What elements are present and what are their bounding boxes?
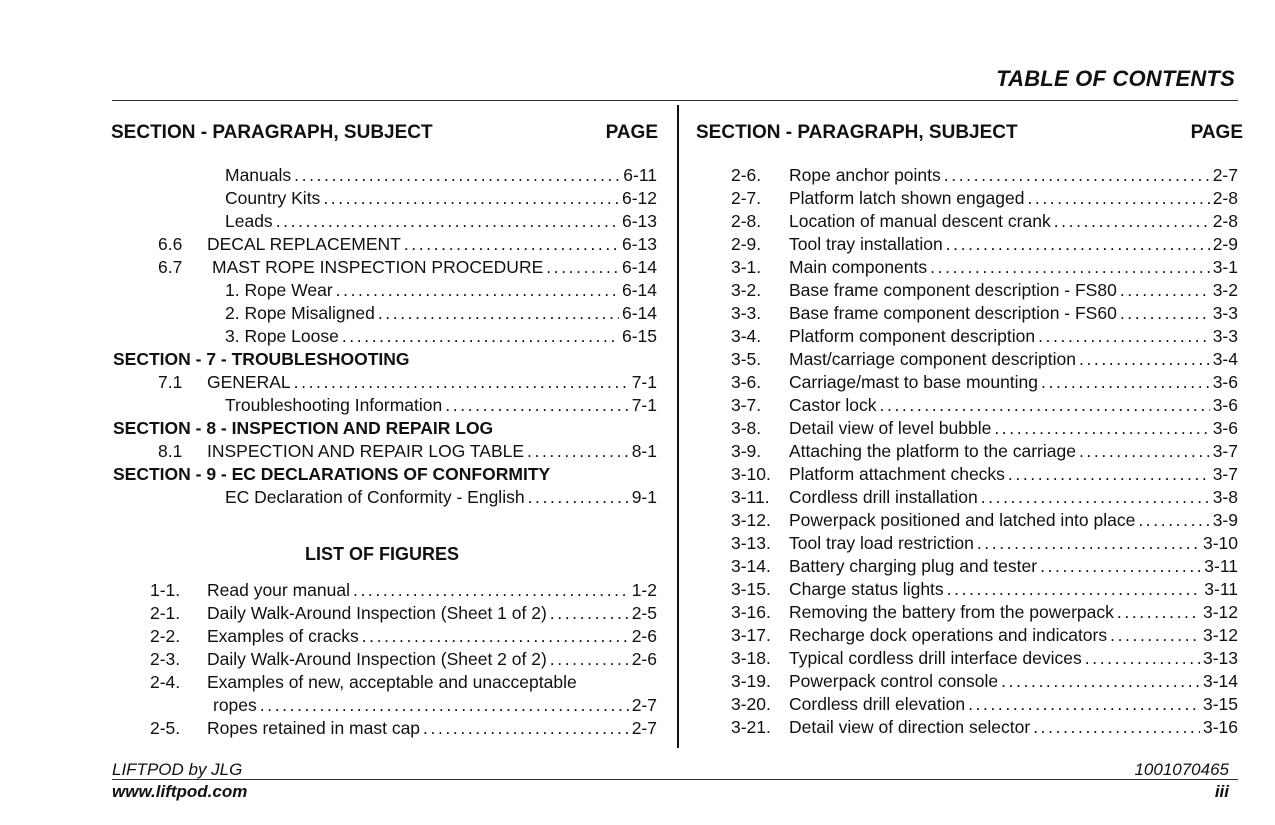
- toc-entry-line: [789, 233, 1238, 256]
- figure-row: [677, 440, 1275, 463]
- toc-entry-line: [225, 394, 657, 417]
- figure-row: [677, 716, 1275, 739]
- toc-entry-line: [207, 602, 657, 625]
- entry-page: 6-13: [621, 234, 657, 254]
- dot-leader: [528, 486, 629, 509]
- toc-entry-line: [225, 486, 657, 509]
- dot-leader: [1120, 279, 1210, 302]
- figure-row: [677, 279, 1275, 302]
- toc-entry-line: [225, 210, 657, 233]
- entry-title: INSPECTION AND REPAIR LOG TABLE: [207, 441, 525, 461]
- entry-page: 2-5: [631, 603, 657, 623]
- figure-number: 2-5.: [150, 718, 181, 738]
- entry-page: 3-7: [1212, 441, 1238, 461]
- entry-page: 7-1: [631, 395, 657, 415]
- dot-leader: [423, 717, 629, 740]
- figure-row: [677, 371, 1275, 394]
- dot-leader: [944, 164, 1210, 187]
- figure-number: 3-21.: [731, 717, 771, 737]
- figure-number: 3-19.: [731, 671, 771, 691]
- entry-page: 3-2: [1212, 280, 1238, 300]
- entry-title: Read your manual: [207, 580, 350, 600]
- section-heading: SECTION - 9 - EC DECLARATIONS OF CONFORMITY: [113, 464, 551, 484]
- figure-number: 3-9.: [731, 441, 762, 461]
- footer-rule: [112, 779, 1238, 780]
- entry-page: 2-8: [1212, 211, 1238, 231]
- figure-row: [677, 670, 1275, 693]
- dot-leader: [260, 694, 629, 717]
- toc-entry-line: [207, 440, 657, 463]
- dot-leader: [1041, 371, 1210, 394]
- dot-leader: [1027, 187, 1209, 210]
- entry-page: 2-6: [631, 626, 657, 646]
- figure-row: [677, 187, 1275, 210]
- toc-row: [0, 187, 677, 210]
- paragraph-number: 6.7: [158, 257, 183, 277]
- entry-title: Castor lock: [789, 395, 877, 415]
- dot-leader: [1079, 348, 1210, 371]
- toc-row: [0, 371, 677, 394]
- toc-row: [0, 210, 677, 233]
- entry-page: 3-6: [1212, 418, 1238, 438]
- entry-page: 3-16: [1202, 717, 1238, 737]
- toc-entry-line: [789, 647, 1238, 670]
- toc-entry-line: [213, 694, 657, 717]
- toc-entry-line: [207, 648, 657, 671]
- dot-leader: [930, 256, 1210, 279]
- paragraph-number: 6.6: [158, 234, 183, 254]
- entry-title: Typical cordless drill interface devices: [789, 648, 1082, 668]
- figure-row: [0, 648, 677, 671]
- figure-number: 3-10.: [731, 464, 771, 484]
- entry-page: 2-7: [631, 718, 657, 738]
- toc-entry-line: [789, 463, 1238, 486]
- left-heading-page: PAGE: [605, 122, 658, 143]
- figure-number: 3-14.: [731, 556, 771, 576]
- toc-row: [0, 279, 677, 302]
- dot-leader: [1120, 302, 1210, 325]
- toc-entry-line: [207, 233, 657, 256]
- entry-title: Country Kits: [225, 188, 321, 208]
- figure-row: [677, 578, 1275, 601]
- entry-title: Tool tray load restriction: [789, 533, 974, 553]
- figure-row: [677, 256, 1275, 279]
- entry-page: 3-15: [1202, 694, 1238, 714]
- figure-number: 3-15.: [731, 579, 771, 599]
- figure-number: 2-2.: [150, 626, 181, 646]
- dot-leader: [1117, 601, 1200, 624]
- entry-page: 6-14: [621, 303, 657, 323]
- footer-brand: LIFTPOD by JLG: [112, 760, 243, 779]
- entry-title: 1. Rope Wear: [225, 280, 333, 300]
- right-heading-page: PAGE: [1190, 122, 1243, 143]
- toc-entry-line: [789, 624, 1238, 647]
- figure-number: 3-13.: [731, 533, 771, 553]
- dot-leader: [276, 210, 619, 233]
- toc-entry-line: [789, 348, 1238, 371]
- section-heading: SECTION - 8 - INSPECTION AND REPAIR LOG: [113, 418, 494, 438]
- dot-leader: [968, 693, 1200, 716]
- entry-page: 3-1: [1212, 257, 1238, 277]
- dot-leader: [1110, 624, 1200, 647]
- entry-page: 6-14: [621, 280, 657, 300]
- entry-page: 6-13: [621, 211, 657, 231]
- entry-page: 2-9: [1212, 234, 1238, 254]
- entry-title: DECAL REPLACEMENT: [207, 234, 401, 254]
- footer-doc-number: 1001070465: [1134, 760, 1229, 779]
- entry-page: 3-3: [1212, 326, 1238, 346]
- left-figures-list: [0, 579, 677, 740]
- toc-entry-line: [207, 371, 657, 394]
- toc-entry-line: [789, 394, 1238, 417]
- entry-page: 2-8: [1212, 188, 1238, 208]
- figure-row: [677, 210, 1275, 233]
- left-heading-subject: SECTION - PARAGRAPH, SUBJECT: [111, 122, 433, 143]
- entry-title: Attaching the platform to the carriage: [789, 441, 1076, 461]
- entry-title: Daily Walk-Around Inspection (Sheet 1 of 2): [207, 603, 547, 623]
- entry-page: 8-1: [631, 441, 657, 461]
- toc-entry-line: [789, 509, 1238, 532]
- entry-page: 3-12: [1202, 625, 1238, 645]
- entry-title: GENERAL: [207, 372, 291, 392]
- dot-leader: [353, 579, 629, 602]
- figure-number: 3-4.: [731, 326, 762, 346]
- toc-row: [0, 233, 677, 256]
- entry-page: 3-10: [1202, 533, 1238, 553]
- list-of-figures-title: LIST OF FIGURES: [305, 544, 460, 564]
- entry-title: Removing the battery from the powerpack: [789, 602, 1114, 622]
- footer-website[interactable]: www.liftpod.com: [112, 782, 248, 801]
- toc-entry-line: [789, 578, 1238, 601]
- page-header: TABLE OF CONTENTS: [996, 66, 1235, 91]
- figure-number: 2-1.: [150, 603, 181, 623]
- toc-entry-line: [207, 717, 657, 740]
- toc-entry-line: [789, 486, 1238, 509]
- toc-entry-line: [225, 325, 657, 348]
- right-figures-list: [677, 164, 1275, 739]
- figure-row: [677, 624, 1275, 647]
- figure-number: 3-5.: [731, 349, 762, 369]
- entry-page: 6-12: [621, 188, 657, 208]
- figure-number: 2-4.: [150, 672, 181, 692]
- figure-row: [677, 302, 1275, 325]
- entry-page: 3-13: [1202, 648, 1238, 668]
- dot-leader: [342, 325, 619, 348]
- figure-number: 3-18.: [731, 648, 771, 668]
- figure-number: 3-16.: [731, 602, 771, 622]
- dot-leader: [550, 648, 629, 671]
- dot-leader: [947, 578, 1202, 601]
- paragraph-number: 7.1: [158, 372, 183, 392]
- dot-leader: [294, 164, 620, 187]
- entry-title: Mast/carriage component description: [789, 349, 1076, 369]
- toc-entry-line: [207, 625, 657, 648]
- figure-row: [677, 601, 1275, 624]
- toc-entry-line: [789, 210, 1238, 233]
- figure-row: [677, 164, 1275, 187]
- entry-page: 3-11: [1204, 556, 1238, 576]
- figure-number: 3-20.: [731, 694, 771, 714]
- figure-number: 3-8.: [731, 418, 762, 438]
- toc-entry-line: [789, 555, 1238, 578]
- entry-page: 2-7: [631, 695, 657, 715]
- entry-page: 3-6: [1212, 372, 1238, 392]
- entry-title: Location of manual descent crank: [789, 211, 1051, 231]
- entry-page: 3-7: [1212, 464, 1238, 484]
- figure-number: 1-1.: [150, 580, 181, 600]
- entry-title: Base frame component description - FS80: [789, 280, 1117, 300]
- entry-title: Rope anchor points: [789, 165, 941, 185]
- figure-row: [677, 647, 1275, 670]
- figure-number: 2-9.: [731, 234, 762, 254]
- figure-row: [677, 693, 1275, 716]
- toc-row: [0, 325, 677, 348]
- toc-row: [0, 417, 677, 440]
- toc-row: [0, 440, 677, 463]
- entry-title: Leads: [225, 211, 273, 231]
- entry-page: 3-9: [1212, 510, 1238, 530]
- toc-entry-line: [789, 601, 1238, 624]
- dot-leader: [378, 302, 619, 325]
- figure-row: [0, 717, 677, 740]
- dot-leader: [404, 233, 619, 256]
- entry-title: Examples of new, acceptable and unacceptable: [207, 672, 577, 692]
- toc-entry-line: [789, 302, 1238, 325]
- figure-row: [677, 233, 1275, 256]
- toc-row: [0, 394, 677, 417]
- entry-title: Powerpack positioned and latched into place: [789, 510, 1136, 530]
- right-column-heading: [696, 122, 1243, 144]
- dot-leader: [994, 417, 1209, 440]
- figure-number: 3-6.: [731, 372, 762, 392]
- entry-title: MAST ROPE INSPECTION PROCEDURE: [212, 257, 544, 277]
- toc-entry-line: [789, 279, 1238, 302]
- dot-leader: [546, 256, 619, 279]
- header-rule: [112, 100, 1238, 101]
- figure-number: 2-7.: [731, 188, 762, 208]
- toc-row: [0, 302, 677, 325]
- dot-leader: [1033, 716, 1200, 739]
- left-column-heading: [111, 122, 658, 144]
- entry-title: Manuals: [225, 165, 292, 185]
- figure-row: [677, 348, 1275, 371]
- toc-entry-line: [225, 164, 657, 187]
- toc-entry-line: [789, 693, 1238, 716]
- entry-page: 9-1: [631, 487, 657, 507]
- toc-entry-line: [225, 279, 657, 302]
- figure-row: [677, 509, 1275, 532]
- toc-entry-line: [207, 579, 657, 602]
- entry-page: 6-15: [621, 326, 657, 346]
- figure-row: [677, 532, 1275, 555]
- entry-page: 6-11: [623, 165, 657, 185]
- entry-title: Powerpack control console: [789, 671, 999, 691]
- figure-row: [677, 417, 1275, 440]
- dot-leader: [550, 602, 629, 625]
- dot-leader: [527, 440, 629, 463]
- dot-leader: [1138, 509, 1209, 532]
- entry-title: Battery charging plug and tester: [789, 556, 1038, 576]
- entry-title: Troubleshooting Information: [225, 395, 443, 415]
- entry-title: 3. Rope Loose: [225, 326, 339, 346]
- dot-leader: [981, 486, 1210, 509]
- dot-leader: [1038, 325, 1210, 348]
- entry-title: Cordless drill installation: [789, 487, 978, 507]
- figure-row: [0, 671, 677, 694]
- dot-leader: [336, 279, 619, 302]
- dot-leader: [1001, 670, 1200, 693]
- entry-title: Carriage/mast to base mounting: [789, 372, 1039, 392]
- figure-number: 3-17.: [731, 625, 771, 645]
- entry-page: 3-3: [1212, 303, 1238, 323]
- entry-title: Recharge dock operations and indicators: [789, 625, 1108, 645]
- toc-row: [0, 486, 677, 509]
- dot-leader: [323, 187, 619, 210]
- section-heading: SECTION - 7 - TROUBLESHOOTING: [113, 349, 410, 369]
- entry-title: EC Declaration of Conformity - English: [225, 487, 525, 507]
- dot-leader: [1085, 647, 1200, 670]
- left-toc-list: [0, 164, 677, 509]
- toc-entry-line: [225, 302, 657, 325]
- figure-number: 2-6.: [731, 165, 762, 185]
- entry-title: Base frame component description - FS60: [789, 303, 1117, 323]
- dot-leader: [1008, 463, 1210, 486]
- entry-title: Platform attachment checks: [789, 464, 1005, 484]
- figure-row: [0, 625, 677, 648]
- toc-entry-line: [789, 187, 1238, 210]
- entry-title: Platform latch shown engaged: [789, 188, 1025, 208]
- footer-page-number: iii: [1214, 782, 1229, 801]
- toc-entry-line: [789, 670, 1238, 693]
- figure-row-continued: [0, 694, 677, 717]
- figure-number: 3-2.: [731, 280, 762, 300]
- dot-leader: [294, 371, 629, 394]
- figure-number: 3-12.: [731, 510, 771, 530]
- toc-row: [0, 256, 677, 279]
- entry-page: 7-1: [631, 372, 657, 392]
- toc-entry-line: [789, 716, 1238, 739]
- entry-page: 3-4: [1212, 349, 1238, 369]
- entry-title: Daily Walk-Around Inspection (Sheet 2 of 2): [207, 649, 547, 669]
- entry-page: 3-14: [1202, 671, 1238, 691]
- figure-number: 3-3.: [731, 303, 762, 323]
- entry-page: 2-6: [631, 649, 657, 669]
- dot-leader: [880, 394, 1210, 417]
- dot-leader: [1054, 210, 1210, 233]
- toc-entry-line: [789, 371, 1238, 394]
- entry-title: Detail view of level bubble: [789, 418, 992, 438]
- entry-page: 6-14: [621, 257, 657, 277]
- entry-title: Examples of cracks: [207, 626, 359, 646]
- entry-page: 2-7: [1212, 165, 1238, 185]
- entry-title: Ropes retained in mast cap: [207, 718, 421, 738]
- dot-leader: [946, 233, 1210, 256]
- toc-entry-line: [225, 187, 657, 210]
- entry-title: Detail view of direction selector: [789, 717, 1031, 737]
- figure-row: [677, 555, 1275, 578]
- dot-leader: [977, 532, 1200, 555]
- toc-row: [0, 164, 677, 187]
- toc-entry-line: [789, 256, 1238, 279]
- figure-number: 3-11.: [731, 487, 770, 507]
- entry-title: ropes: [213, 695, 257, 715]
- paragraph-number: 8.1: [158, 441, 183, 461]
- toc-entry-line: [212, 256, 657, 279]
- entry-page: 3-8: [1212, 487, 1238, 507]
- entry-page: 3-12: [1202, 602, 1238, 622]
- toc-entry-line: [789, 440, 1238, 463]
- entry-title: Tool tray installation: [789, 234, 943, 254]
- figure-row: [677, 463, 1275, 486]
- toc-row: [0, 348, 677, 371]
- entry-page: 3-6: [1212, 395, 1238, 415]
- toc-entry-line: [789, 532, 1238, 555]
- figure-row: [677, 394, 1275, 417]
- entry-page: 3-11: [1204, 579, 1238, 599]
- dot-leader: [362, 625, 629, 648]
- toc-entry-line: [789, 325, 1238, 348]
- entry-title: Charge status lights: [789, 579, 944, 599]
- toc-row: [0, 463, 677, 486]
- dot-leader: [1040, 555, 1201, 578]
- dot-leader: [445, 394, 628, 417]
- toc-entry-line: [789, 164, 1238, 187]
- figure-number: 2-8.: [731, 211, 762, 231]
- figure-row: [0, 579, 677, 602]
- figure-row: [677, 325, 1275, 348]
- figure-number: 3-1.: [731, 257, 762, 277]
- entry-title: Main components: [789, 257, 928, 277]
- entry-page: 1-2: [631, 580, 657, 600]
- right-heading-subject: SECTION - PARAGRAPH, SUBJECT: [696, 122, 1018, 143]
- figure-row: [677, 486, 1275, 509]
- dot-leader: [1079, 440, 1210, 463]
- figure-number: 2-3.: [150, 649, 181, 669]
- entry-title: Platform component description: [789, 326, 1036, 346]
- figure-row: [0, 602, 677, 625]
- entry-title: 2. Rope Misaligned: [225, 303, 375, 323]
- figure-number: 3-7.: [731, 395, 762, 415]
- toc-entry-line: [789, 417, 1238, 440]
- entry-title: Cordless drill elevation: [789, 694, 966, 714]
